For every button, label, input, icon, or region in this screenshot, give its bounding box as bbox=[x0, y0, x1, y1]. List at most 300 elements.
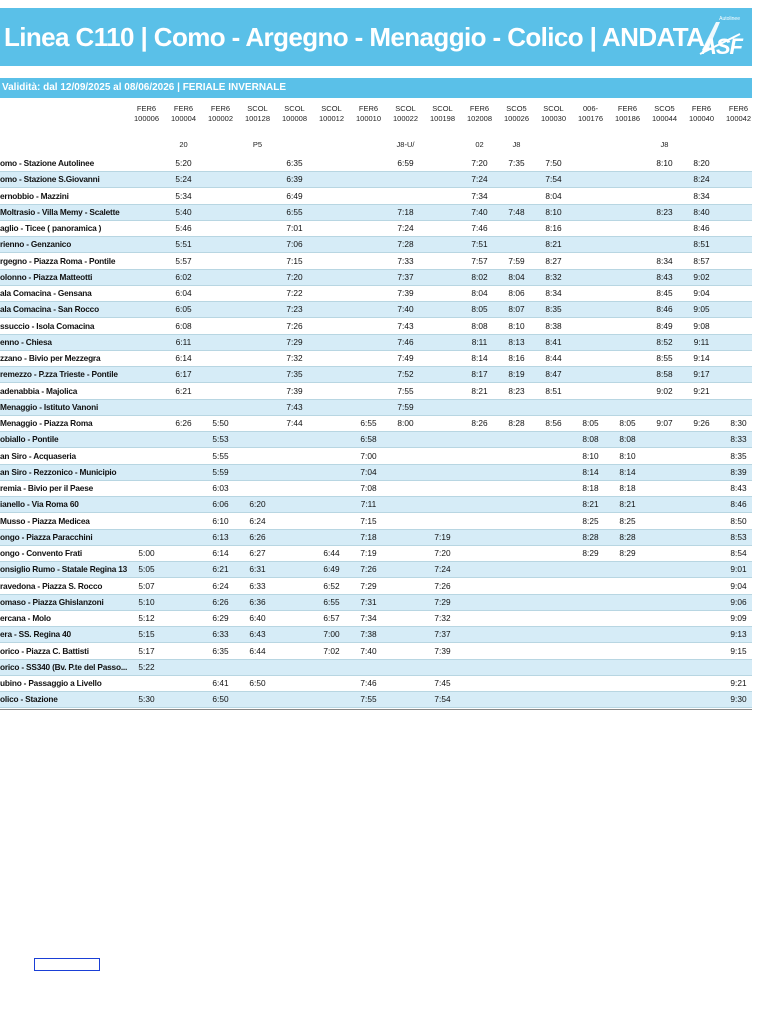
time-cell: 9:02 bbox=[693, 271, 710, 282]
time-cell bbox=[609, 351, 646, 366]
stop-name: ubino - Passaggio a Livello bbox=[0, 678, 102, 688]
time-cell bbox=[128, 221, 165, 236]
time-cell: 6:26 bbox=[175, 418, 192, 428]
time-cell bbox=[239, 286, 276, 301]
time-cell: 9:21 bbox=[693, 385, 710, 396]
time-cell: 7:26 bbox=[434, 580, 451, 591]
stop-name: Moltrasio - Villa Memy - Scalette bbox=[0, 206, 120, 217]
time-cell bbox=[572, 644, 609, 659]
column-code bbox=[720, 104, 757, 124]
time-cell bbox=[572, 335, 609, 350]
column-note: J8 bbox=[512, 140, 521, 149]
time-cell bbox=[313, 660, 350, 675]
time-cell bbox=[387, 465, 424, 480]
time-cell bbox=[165, 497, 202, 512]
time-cell bbox=[609, 676, 646, 691]
time-cell bbox=[720, 660, 757, 675]
time-cell bbox=[424, 432, 461, 447]
time-cell bbox=[646, 595, 683, 610]
stop-name: remia - Bivio per il Paese bbox=[0, 483, 94, 493]
time-cell bbox=[498, 189, 535, 204]
time-cell bbox=[128, 189, 165, 204]
time-cell bbox=[424, 416, 461, 431]
time-cell: 6:13 bbox=[212, 531, 229, 542]
time-cell bbox=[535, 432, 572, 447]
time-cell bbox=[720, 400, 757, 415]
time-cell bbox=[646, 514, 683, 529]
time-cell: 8:29 bbox=[582, 548, 599, 558]
link-box[interactable] bbox=[34, 958, 100, 971]
time-cell: 5:30 bbox=[138, 694, 155, 705]
time-cell: 5:53 bbox=[212, 434, 229, 445]
time-cell bbox=[646, 221, 683, 236]
table-row bbox=[0, 254, 752, 270]
stop-name: zzano - Bivio per Mezzegra bbox=[0, 353, 101, 363]
time-cell: 9:08 bbox=[693, 320, 710, 331]
table-row bbox=[0, 579, 752, 595]
time-cell: 6:50 bbox=[212, 694, 229, 705]
table-row bbox=[0, 384, 752, 400]
time-cell bbox=[535, 676, 572, 691]
time-cell bbox=[276, 432, 313, 447]
time-cell: 7:54 bbox=[434, 694, 451, 705]
time-cell bbox=[461, 611, 498, 626]
time-cell bbox=[313, 432, 350, 447]
time-cell bbox=[202, 367, 239, 382]
time-cell bbox=[683, 644, 720, 659]
time-cell: 8:44 bbox=[545, 353, 562, 363]
title-bar bbox=[0, 8, 752, 66]
column-code-line: SCOL bbox=[543, 104, 564, 113]
time-cell: 8:27 bbox=[545, 255, 562, 266]
table-row bbox=[0, 627, 752, 643]
time-cell bbox=[128, 319, 165, 334]
time-cell: 8:13 bbox=[508, 336, 525, 347]
time-cell: 6:58 bbox=[360, 434, 377, 445]
time-cell bbox=[128, 497, 165, 512]
time-cell bbox=[239, 189, 276, 204]
time-cell: 8:34 bbox=[656, 255, 673, 266]
time-cell bbox=[535, 530, 572, 545]
time-cell bbox=[313, 302, 350, 317]
time-cell bbox=[720, 172, 757, 187]
time-cell bbox=[572, 254, 609, 269]
column-code-line: SCO5 bbox=[506, 104, 527, 113]
time-cell: 8:21 bbox=[619, 499, 636, 510]
time-cell: 7:59 bbox=[397, 401, 414, 412]
time-cell: 7:34 bbox=[471, 190, 488, 201]
time-cell bbox=[646, 400, 683, 415]
time-cell bbox=[202, 660, 239, 675]
time-cell bbox=[313, 384, 350, 399]
time-cell: 8:10 bbox=[619, 450, 636, 461]
time-cell bbox=[683, 449, 720, 464]
time-cell: 7:24 bbox=[471, 174, 488, 185]
time-cell bbox=[424, 465, 461, 480]
time-cell bbox=[313, 335, 350, 350]
stop-name: orico - Piazza C. Battisti bbox=[0, 645, 89, 656]
time-cell: 7:59 bbox=[508, 255, 525, 266]
time-cell: 8:04 bbox=[508, 271, 525, 282]
time-cell bbox=[609, 319, 646, 334]
time-cell: 8:55 bbox=[656, 353, 673, 363]
table-bottom-border bbox=[0, 709, 752, 710]
column-code-line: FER6 bbox=[617, 104, 638, 113]
table-row bbox=[0, 644, 752, 660]
time-cell: 7:43 bbox=[286, 401, 303, 412]
time-cell: 8:07 bbox=[508, 304, 525, 315]
time-cell bbox=[165, 644, 202, 659]
time-cell: 7:22 bbox=[286, 288, 303, 298]
time-cell bbox=[387, 660, 424, 675]
table-row bbox=[0, 432, 752, 448]
stop-name: ssuccio - Isola Comacina bbox=[0, 320, 95, 331]
time-cell bbox=[646, 579, 683, 594]
time-cell bbox=[535, 627, 572, 642]
table-row bbox=[0, 611, 752, 627]
time-cell: 9:15 bbox=[730, 645, 747, 656]
time-cell bbox=[276, 676, 313, 691]
time-cell: 9:13 bbox=[730, 629, 747, 640]
time-cell: 7:37 bbox=[397, 271, 414, 282]
time-cell: 5:15 bbox=[138, 629, 155, 640]
time-cell: 8:19 bbox=[508, 369, 525, 380]
time-cell: 5:59 bbox=[212, 466, 229, 477]
time-cell bbox=[350, 254, 387, 269]
time-cell bbox=[276, 546, 313, 561]
time-cell bbox=[313, 221, 350, 236]
time-cell bbox=[128, 335, 165, 350]
table-row bbox=[0, 302, 752, 318]
time-cell bbox=[276, 514, 313, 529]
time-cell bbox=[313, 270, 350, 285]
time-cell bbox=[202, 189, 239, 204]
table-row bbox=[0, 156, 752, 172]
column-code bbox=[239, 104, 276, 124]
column-code-line: SCOL bbox=[247, 104, 268, 113]
time-cell bbox=[461, 579, 498, 594]
column-code bbox=[387, 104, 424, 124]
time-cell bbox=[720, 367, 757, 382]
time-cell bbox=[128, 286, 165, 301]
column-id-line: 100026 bbox=[503, 114, 530, 123]
time-cell bbox=[165, 676, 202, 691]
time-cell bbox=[313, 254, 350, 269]
time-cell bbox=[313, 530, 350, 545]
time-cell bbox=[239, 156, 276, 171]
time-cell: 8:11 bbox=[471, 336, 488, 347]
time-cell bbox=[239, 465, 276, 480]
column-note: 20 bbox=[179, 140, 188, 149]
time-cell bbox=[535, 449, 572, 464]
table-row bbox=[0, 530, 752, 546]
table-row bbox=[0, 205, 752, 221]
time-cell: 8:51 bbox=[545, 385, 562, 396]
time-cell bbox=[646, 497, 683, 512]
stop-name: omaso - Piazza Ghislanzoni bbox=[0, 596, 104, 607]
stop-name: olonno - Piazza Matteotti bbox=[0, 271, 93, 282]
time-cell: 8:05 bbox=[619, 418, 636, 428]
time-cell: 6:35 bbox=[212, 645, 229, 656]
time-cell: 9:11 bbox=[693, 336, 710, 347]
table-row bbox=[0, 692, 752, 708]
time-cell: 9:04 bbox=[730, 580, 747, 591]
time-cell bbox=[646, 465, 683, 480]
time-cell bbox=[683, 530, 720, 545]
time-cell bbox=[646, 432, 683, 447]
time-cell bbox=[461, 465, 498, 480]
time-cell: 8:16 bbox=[545, 223, 562, 233]
time-cell bbox=[609, 205, 646, 220]
time-cell bbox=[461, 692, 498, 707]
time-cell bbox=[535, 546, 572, 561]
time-cell: 8:53 bbox=[730, 531, 747, 542]
time-cell: 7:01 bbox=[286, 223, 303, 233]
time-cell: 9:01 bbox=[730, 564, 747, 575]
time-cell bbox=[387, 546, 424, 561]
column-note: 02 bbox=[475, 140, 484, 149]
time-cell bbox=[202, 205, 239, 220]
time-cell: 8:25 bbox=[619, 515, 636, 526]
time-cell bbox=[646, 546, 683, 561]
time-cell bbox=[424, 449, 461, 464]
column-note: P5 bbox=[252, 140, 263, 149]
time-cell bbox=[572, 627, 609, 642]
time-cell bbox=[239, 270, 276, 285]
time-cell bbox=[239, 384, 276, 399]
time-cell bbox=[683, 579, 720, 594]
time-cell bbox=[609, 611, 646, 626]
time-cell: 9:05 bbox=[693, 304, 710, 315]
time-cell bbox=[276, 627, 313, 642]
table-row bbox=[0, 351, 752, 367]
time-cell bbox=[609, 384, 646, 399]
time-cell: 5:50 bbox=[212, 418, 229, 428]
time-cell bbox=[646, 660, 683, 675]
time-cell: 8:20 bbox=[693, 158, 710, 168]
column-code-line: FER6 bbox=[173, 104, 194, 113]
time-cell: 8:06 bbox=[508, 288, 525, 298]
time-cell bbox=[498, 465, 535, 480]
time-cell bbox=[128, 237, 165, 252]
time-cell: 8:54 bbox=[730, 548, 747, 558]
time-cell: 8:46 bbox=[693, 223, 710, 233]
time-cell: 7:55 bbox=[360, 694, 377, 705]
time-cell bbox=[646, 237, 683, 252]
time-cell bbox=[239, 254, 276, 269]
stop-name: orico - SS340 (Bv. P.te del Passo... bbox=[0, 661, 128, 672]
time-cell: 8:23 bbox=[656, 206, 673, 217]
time-cell: 8:49 bbox=[656, 320, 673, 331]
time-cell: 7:02 bbox=[323, 645, 340, 656]
time-cell bbox=[313, 400, 350, 415]
time-cell: 7:39 bbox=[434, 645, 451, 656]
time-cell bbox=[461, 497, 498, 512]
time-cell bbox=[498, 676, 535, 691]
column-code-line: FER6 bbox=[728, 104, 749, 113]
column-id-line: 100186 bbox=[614, 114, 641, 123]
time-cell bbox=[535, 497, 572, 512]
time-cell: 7:26 bbox=[286, 320, 303, 331]
time-cell bbox=[165, 562, 202, 577]
time-cell: 8:16 bbox=[508, 353, 525, 363]
stop-name: an Siro - Acquaseria bbox=[0, 450, 76, 461]
time-cell bbox=[350, 189, 387, 204]
time-cell bbox=[387, 432, 424, 447]
time-cell bbox=[609, 302, 646, 317]
time-cell bbox=[387, 530, 424, 545]
time-cell bbox=[461, 627, 498, 642]
table-row bbox=[0, 319, 752, 335]
time-cell bbox=[165, 595, 202, 610]
time-cell: 7:35 bbox=[286, 369, 303, 380]
time-cell: 8:43 bbox=[730, 483, 747, 493]
time-cell: 8:21 bbox=[545, 239, 562, 250]
column-note: J8 bbox=[660, 140, 669, 149]
time-cell: 7:32 bbox=[434, 613, 451, 623]
time-cell bbox=[498, 562, 535, 577]
time-cell bbox=[498, 692, 535, 707]
time-cell bbox=[683, 497, 720, 512]
time-cell bbox=[609, 335, 646, 350]
time-cell bbox=[572, 319, 609, 334]
time-cell bbox=[609, 562, 646, 577]
stop-name: omo - Stazione Autolinee bbox=[0, 158, 94, 168]
time-cell bbox=[498, 660, 535, 675]
column-note: J8-U/ bbox=[396, 140, 415, 149]
time-cell bbox=[572, 676, 609, 691]
time-cell bbox=[461, 660, 498, 675]
time-cell bbox=[572, 270, 609, 285]
stop-name: rienno - Genzanico bbox=[0, 239, 72, 250]
time-cell bbox=[165, 627, 202, 642]
time-cell bbox=[646, 481, 683, 496]
validity-text: Validità: dal 12/09/2025 al 08/06/2026 | FERIALE INVERNALE bbox=[2, 82, 287, 93]
time-cell bbox=[239, 335, 276, 350]
time-cell bbox=[498, 432, 535, 447]
time-cell: 7:44 bbox=[286, 418, 303, 428]
time-cell: 7:57 bbox=[471, 255, 488, 266]
time-cell: 7:43 bbox=[397, 320, 414, 331]
time-cell bbox=[498, 221, 535, 236]
time-cell bbox=[165, 465, 202, 480]
column-code bbox=[128, 104, 165, 124]
time-cell bbox=[387, 449, 424, 464]
time-cell: 8:28 bbox=[508, 418, 525, 428]
table-row bbox=[0, 172, 752, 188]
stop-name: ravedona - Piazza S. Rocco bbox=[0, 580, 103, 591]
time-cell bbox=[461, 595, 498, 610]
time-cell bbox=[387, 611, 424, 626]
time-cell: 8:10 bbox=[582, 450, 599, 461]
time-cell: 8:10 bbox=[545, 206, 562, 217]
time-cell bbox=[535, 465, 572, 480]
time-cell bbox=[535, 400, 572, 415]
time-cell bbox=[424, 367, 461, 382]
table-row bbox=[0, 676, 752, 692]
time-cell bbox=[165, 481, 202, 496]
time-cell bbox=[239, 205, 276, 220]
column-id-line: 100176 bbox=[577, 114, 604, 123]
time-cell bbox=[350, 156, 387, 171]
time-cell: 8:41 bbox=[545, 336, 562, 347]
time-cell: 8:34 bbox=[545, 288, 562, 298]
time-cell bbox=[128, 156, 165, 171]
column-code bbox=[498, 104, 535, 124]
time-cell: 5:46 bbox=[175, 223, 192, 233]
time-cell bbox=[535, 644, 572, 659]
time-cell bbox=[609, 400, 646, 415]
time-cell: 6:49 bbox=[323, 564, 340, 575]
time-cell bbox=[683, 562, 720, 577]
time-cell bbox=[239, 481, 276, 496]
time-cell bbox=[535, 562, 572, 577]
table-row bbox=[0, 270, 752, 286]
time-cell: 9:02 bbox=[656, 385, 673, 396]
time-cell bbox=[646, 530, 683, 545]
stop-name: Musso - Piazza Medicea bbox=[0, 515, 90, 526]
time-cell: 8:47 bbox=[545, 369, 562, 380]
time-cell: 8:46 bbox=[730, 499, 747, 510]
time-cell: 7:20 bbox=[286, 271, 303, 282]
time-cell: 8:25 bbox=[582, 515, 599, 526]
time-cell: 7:51 bbox=[471, 239, 488, 250]
time-cell bbox=[202, 319, 239, 334]
time-cell: 8:05 bbox=[471, 304, 488, 315]
stop-name: an Siro - Rezzonico - Municipio bbox=[0, 466, 117, 477]
time-cell: 6:57 bbox=[323, 613, 340, 623]
time-cell: 7:26 bbox=[360, 564, 377, 575]
time-cell: 8:40 bbox=[693, 206, 710, 217]
time-cell bbox=[387, 189, 424, 204]
time-cell bbox=[535, 692, 572, 707]
time-cell bbox=[128, 302, 165, 317]
time-cell bbox=[313, 481, 350, 496]
time-cell: 7:29 bbox=[360, 580, 377, 591]
time-cell bbox=[424, 221, 461, 236]
time-cell bbox=[239, 319, 276, 334]
time-cell: 8:50 bbox=[730, 515, 747, 526]
time-cell bbox=[165, 530, 202, 545]
logo-small-text: Autolinee bbox=[719, 16, 740, 22]
column-header bbox=[0, 100, 752, 156]
time-cell bbox=[498, 595, 535, 610]
time-cell bbox=[350, 302, 387, 317]
time-cell: 8:10 bbox=[656, 158, 673, 168]
time-cell bbox=[683, 481, 720, 496]
time-cell bbox=[128, 514, 165, 529]
time-cell bbox=[350, 237, 387, 252]
time-cell bbox=[387, 497, 424, 512]
time-cell: 6:40 bbox=[249, 613, 266, 623]
time-cell: 7:00 bbox=[323, 629, 340, 640]
time-cell: 7:39 bbox=[286, 385, 303, 396]
time-cell: 6:35 bbox=[286, 158, 303, 168]
time-cell bbox=[239, 221, 276, 236]
time-cell: 8:28 bbox=[582, 531, 599, 542]
time-cell: 6:29 bbox=[212, 613, 229, 623]
table-row bbox=[0, 595, 752, 611]
time-cell: 5:17 bbox=[138, 645, 155, 656]
time-cell: 6:41 bbox=[212, 678, 229, 688]
time-cell: 6:31 bbox=[249, 564, 266, 575]
column-id-line: 100012 bbox=[318, 114, 345, 123]
time-cell bbox=[350, 270, 387, 285]
time-cell bbox=[239, 416, 276, 431]
time-cell: 5:34 bbox=[175, 190, 192, 201]
time-cell: 6:26 bbox=[212, 596, 229, 607]
table-row bbox=[0, 189, 752, 205]
